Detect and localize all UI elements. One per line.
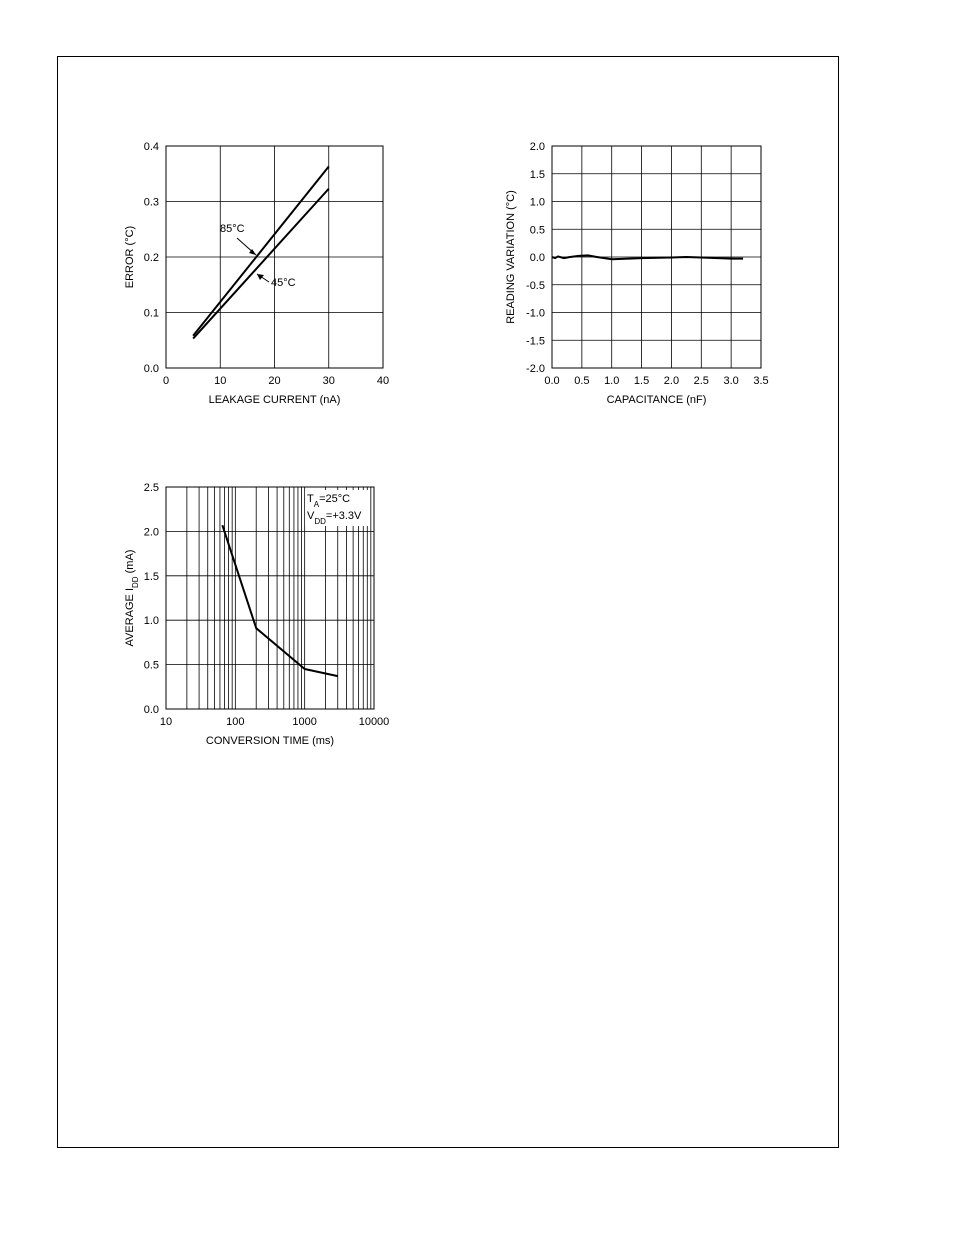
x-tick-label: 0.5 [574,375,590,387]
y-tick-label: 0.5 [529,224,545,237]
gridlines [166,146,383,368]
annotation-vdd-sub: DD [314,516,326,526]
y-tick-label: 0.4 [143,141,159,153]
y-axis-label: ERROR (°C) [124,225,136,289]
y-tick-label: 0.2 [143,252,159,264]
y-tick-label: 2.5 [143,482,159,494]
annotation-ta-rest: =25°C [319,493,351,505]
y-tick-label: 1.5 [143,570,159,583]
x-tick-label: 30 [322,375,335,387]
y-axis-label-sub: DD [130,576,140,588]
x-tick-label: 1.0 [604,375,620,387]
x-tick-label: 10 [159,716,173,728]
series-line-1 [222,525,337,676]
y-tick-label: 1.0 [143,615,159,628]
x-tick-label: 3.5 [753,375,769,387]
x-tick-label: 10 [214,375,227,387]
y-tick-label: -1.0 [526,307,545,320]
annotation-vdd: $V_{DD}=+3.3V$ [307,510,362,526]
y-tick-label: 0.5 [143,659,159,672]
y-tick-label: -2.0 [526,363,545,375]
y-tick-label: 0.3 [143,196,159,209]
y-tick-label: 0.0 [143,704,159,716]
chart-1 [124,141,389,406]
x-tick-label: 2.0 [663,375,680,387]
chart-3 [124,482,389,747]
y-tick-label: 0.0 [529,252,545,264]
annotation-45c: 45°C [271,277,296,289]
y-tick-label: 2.0 [529,141,545,153]
y-axis-label: AVERAGE $I_{DD}$ (mA) [124,549,140,647]
annotation-ta-sub: A [313,499,320,509]
y-axis-label-unit: (mA) [124,549,136,577]
annotation-ta: $T_A=25^\circ C$ [307,493,351,509]
y-tick-label: 1.0 [529,196,545,209]
x-tick-label: 3.0 [723,375,739,387]
chart-2 [505,141,769,406]
x-tick-label: 20 [268,375,281,387]
x-tick-label: 40 [376,375,390,387]
x-tick-label: 0.0 [544,375,560,387]
x-tick-label: 2.5 [693,375,709,387]
series-line-2 [193,189,329,339]
x-tick-label: 1.5 [633,375,650,387]
y-tick-label: -1.5 [526,335,545,348]
x-axis-label: CONVERSION TIME (ms) [205,735,335,747]
y-tick-label: 1.5 [529,168,545,181]
annotation-vdd-rest: =+3.3V [325,510,362,522]
y-tick-label: 0.0 [143,363,159,375]
y-tick-label: -0.5 [526,279,545,292]
x-axis-label: CAPACITANCE (nF) [606,394,707,406]
x-axis-label: LEAKAGE CURRENT (nA) [208,394,341,406]
y-axis-label: READING VARIATION (°C) [505,190,517,324]
series-line-1 [193,167,329,336]
x-tick-label: 100 [226,716,245,728]
y-tick-label: 2.0 [143,526,159,539]
annotation-85c: 85°C [220,223,245,235]
x-tick-label: 1000 [292,716,317,728]
y-tick-label: 0.1 [143,307,159,320]
arrowhead [257,274,264,280]
x-tick-label: 0 [162,375,170,387]
x-tick-label: 10000 [358,716,390,728]
